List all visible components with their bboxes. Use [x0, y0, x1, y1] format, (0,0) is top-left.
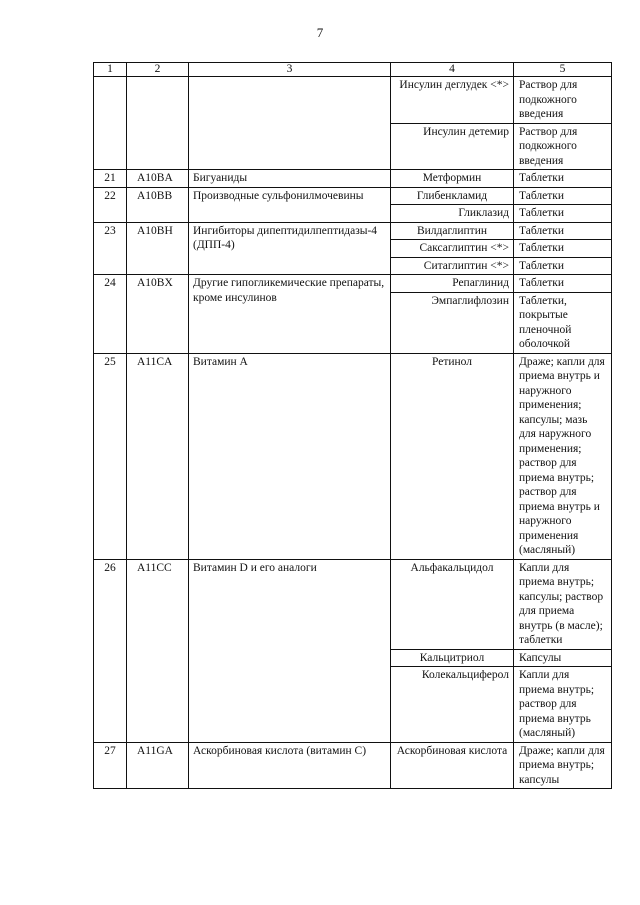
row-number — [94, 77, 127, 170]
row-number: 23 — [94, 222, 127, 275]
row-number: 26 — [94, 559, 127, 742]
dosage-form: Драже; капли для приема внутрь и наружного применения; капсулы; мазь для наружного применения; раствор для приема внутрь; раствор для приема внутрь и наружного применения (масляный) — [514, 353, 612, 559]
atc-code: A10BB — [127, 187, 189, 222]
table-row — [94, 559, 612, 649]
group-name: Аскорбиновая кислота (витамин С) — [189, 742, 391, 789]
group-name: Производные сульфонилмочевины — [189, 187, 391, 222]
drug-name: Инсулин детемир — [391, 123, 514, 170]
column-header-1: 1 — [94, 63, 127, 77]
dosage-form: Капли для приема внутрь; капсулы; раствор для приема внутрь (в масле); таблетки — [514, 559, 612, 649]
group-name — [189, 77, 391, 170]
page-number: 7 — [316, 25, 324, 40]
row-number: 27 — [94, 742, 127, 789]
drug-table — [93, 62, 612, 789]
group-name: Бигуаниды — [189, 170, 391, 188]
group-name: Витамин D и его аналоги — [189, 559, 391, 742]
drug-name: Глибенкламид — [391, 187, 514, 205]
atc-code: A10BX — [127, 275, 189, 354]
table-row — [94, 353, 612, 559]
drug-name: Ретинол — [391, 353, 514, 559]
dosage-form: Драже; капли для приема внутрь; капсулы — [514, 742, 612, 789]
dosage-form: Таблетки — [514, 170, 612, 188]
dosage-form: Таблетки, покрытые пленочной оболочкой — [514, 292, 612, 353]
dosage-form: Капсулы — [514, 649, 612, 667]
drug-name: Эмпаглифлозин — [391, 292, 514, 353]
drug-name: Альфакальцидол — [391, 559, 514, 649]
table-row — [94, 77, 612, 124]
dosage-form: Таблетки — [514, 187, 612, 205]
row-number: 22 — [94, 187, 127, 222]
row-number: 24 — [94, 275, 127, 354]
atc-code: A11CC — [127, 559, 189, 742]
drug-name: Инсулин деглудек <*> — [391, 77, 514, 124]
drug-name: Саксаглиптин <*> — [391, 240, 514, 258]
dosage-form: Раствор для подкожного введения — [514, 77, 612, 124]
atc-code: A11CA — [127, 353, 189, 559]
table-row — [94, 222, 612, 240]
dosage-form: Таблетки — [514, 257, 612, 275]
atc-code: A10BA — [127, 170, 189, 188]
dosage-form: Таблетки — [514, 222, 612, 240]
column-header-2: 2 — [127, 63, 189, 77]
row-number: 25 — [94, 353, 127, 559]
column-header-4: 4 — [391, 63, 514, 77]
drug-name: Гликлазид — [391, 205, 514, 223]
atc-code — [127, 77, 189, 170]
table-row — [94, 275, 612, 293]
group-name: Ингибиторы дипептидилпептидазы-4 (ДПП-4) — [189, 222, 391, 275]
atc-code: A10BH — [127, 222, 189, 275]
dosage-form: Таблетки — [514, 275, 612, 293]
column-header-3: 3 — [189, 63, 391, 77]
drug-name: Ситаглиптин <*> — [391, 257, 514, 275]
drug-name: Репаглинид — [391, 275, 514, 293]
column-header-5: 5 — [514, 63, 612, 77]
drug-name: Аскорбиновая кислота — [391, 742, 514, 789]
table-body — [94, 77, 612, 789]
table-row — [94, 187, 612, 205]
row-number: 21 — [94, 170, 127, 188]
header-row — [94, 63, 612, 77]
table-row — [94, 742, 612, 789]
drug-name: Метформин — [391, 170, 514, 188]
atc-code: A11GA — [127, 742, 189, 789]
drug-name: Вилдаглиптин — [391, 222, 514, 240]
table-row — [94, 170, 612, 188]
group-name: Витамин А — [189, 353, 391, 559]
table-header — [94, 63, 612, 77]
group-name: Другие гипогликемические препараты, кроме инсулинов — [189, 275, 391, 354]
drug-name: Кальцитриол — [391, 649, 514, 667]
dosage-form: Раствор для подкожного введения — [514, 123, 612, 170]
dosage-form: Капли для приема внутрь; раствор для приема внутрь (масляный) — [514, 667, 612, 743]
dosage-form: Таблетки — [514, 240, 612, 258]
drug-name: Колекальциферол — [391, 667, 514, 743]
dosage-form: Таблетки — [514, 205, 612, 223]
